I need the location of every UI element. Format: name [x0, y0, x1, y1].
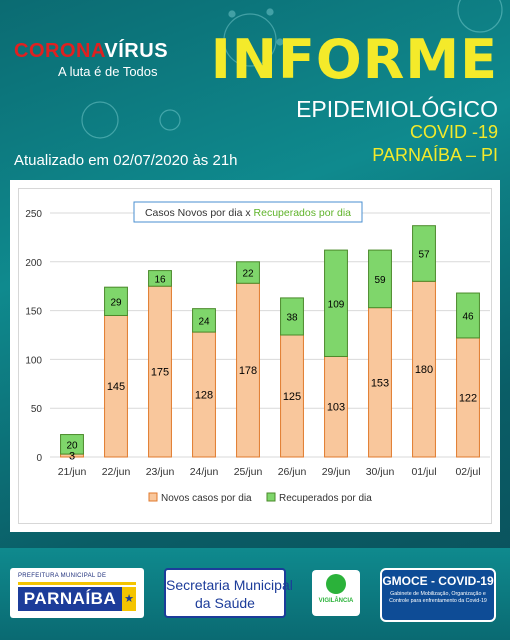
- secretaria-line2: da Saúde: [195, 595, 255, 611]
- secretaria-saude-badge: [164, 568, 293, 618]
- gmoce-badge: [380, 568, 496, 622]
- x-tick-label: 23/jun: [145, 466, 175, 478]
- x-tick-label: 26/jun: [277, 466, 307, 478]
- data-label-novos: 180: [414, 364, 434, 377]
- x-tick-label: 01/jul: [411, 466, 437, 478]
- brand-part2: VÍRUS: [104, 40, 169, 62]
- data-label-recuperados: 109: [327, 299, 345, 311]
- x-tick-label: 29/jun: [321, 466, 351, 478]
- x-tick-label: 30/jun: [365, 466, 395, 478]
- data-label-novos: 128: [194, 389, 214, 402]
- coronavirus-brand-logo: [14, 40, 169, 79]
- x-tick-label: 25/jun: [233, 466, 263, 478]
- prefeitura-name: PARNAÍBA: [18, 587, 122, 611]
- data-label-recuperados: 57: [418, 249, 430, 261]
- data-label-recuperados: 29: [110, 297, 122, 309]
- data-label-recuperados: 16: [154, 274, 166, 286]
- prefeitura-logo: [10, 568, 144, 618]
- vigilancia-logo: [312, 570, 360, 616]
- data-label-recuperados: 38: [286, 312, 298, 324]
- y-tick-label: 200: [25, 257, 42, 269]
- data-label-novos: 103: [326, 401, 346, 414]
- legend-label-recuperados: Recuperados por dia: [279, 493, 372, 504]
- prefeitura-stripe: [18, 582, 136, 585]
- data-label-novos: 125: [282, 391, 302, 403]
- y-tick-label: 0: [36, 453, 42, 464]
- y-tick-label: 250: [25, 209, 42, 220]
- data-label-novos: 145: [106, 381, 126, 394]
- location-label: PARNAÍBA – PI: [372, 145, 498, 165]
- stacked-bar-chart: [10, 180, 500, 532]
- chart-title-part2: Recuperados por dia: [253, 207, 352, 219]
- x-tick-label: 24/jun: [189, 466, 219, 478]
- data-label-recuperados: 46: [462, 311, 474, 323]
- x-tick-label: 02/jul: [455, 466, 481, 478]
- header-banner: [0, 0, 510, 178]
- legend-label-novos: Novos casos por dia: [161, 493, 252, 504]
- secretaria-line1: Secretaria Municipal: [166, 577, 293, 593]
- data-label-recuperados: 59: [374, 274, 386, 286]
- disease-label: COVID -19: [409, 122, 498, 142]
- vigilancia-text: VIGILÂNCIA: [318, 598, 354, 604]
- page-subtitle: EPIDEMIOLÓGICO: [296, 96, 498, 122]
- data-label-recuperados: 24: [198, 316, 210, 328]
- updated-timestamp: Atualizado em 02/07/2020 às 21h: [14, 152, 238, 169]
- legend-swatch-recuperados: [267, 493, 275, 501]
- x-tick-label: 22/jun: [101, 466, 131, 478]
- data-label-novos: 178: [238, 365, 258, 378]
- y-tick-label: 150: [25, 306, 42, 318]
- page-title: INFORME: [210, 28, 498, 91]
- y-tick-label: 50: [30, 404, 42, 416]
- footer-bar: [0, 548, 510, 640]
- x-tick-label: 21/jun: [57, 466, 87, 478]
- data-label-recuperados: 22: [242, 268, 254, 280]
- vigilancia-icon: [326, 574, 346, 594]
- gmoce-description: Gabinete de Mobilização, Organização e Controle para enfrentamento da Covid-19: [389, 591, 487, 604]
- prefeitura-top-text: PREFEITURA MUNICIPAL DE: [18, 573, 107, 579]
- legend-swatch-novos: [149, 493, 157, 501]
- chart-title-part1: Casos Novos por dia x: [144, 207, 254, 219]
- chart-card: [10, 180, 500, 532]
- data-label-recuperados: 20: [66, 440, 78, 452]
- data-label-novos: 175: [150, 366, 170, 379]
- data-label-novos: 122: [458, 392, 478, 405]
- data-label-novos: 3: [68, 450, 76, 463]
- brand-tagline: A luta é de Todos: [58, 64, 158, 79]
- chart-title: [145, 207, 351, 219]
- y-tick-label: 100: [25, 355, 42, 367]
- data-label-novos: 153: [370, 377, 390, 390]
- brand-part1: CORONA: [14, 40, 105, 62]
- star-icon: ★: [122, 587, 136, 611]
- gmoce-title: GMOCE - COVID-19: [382, 574, 494, 588]
